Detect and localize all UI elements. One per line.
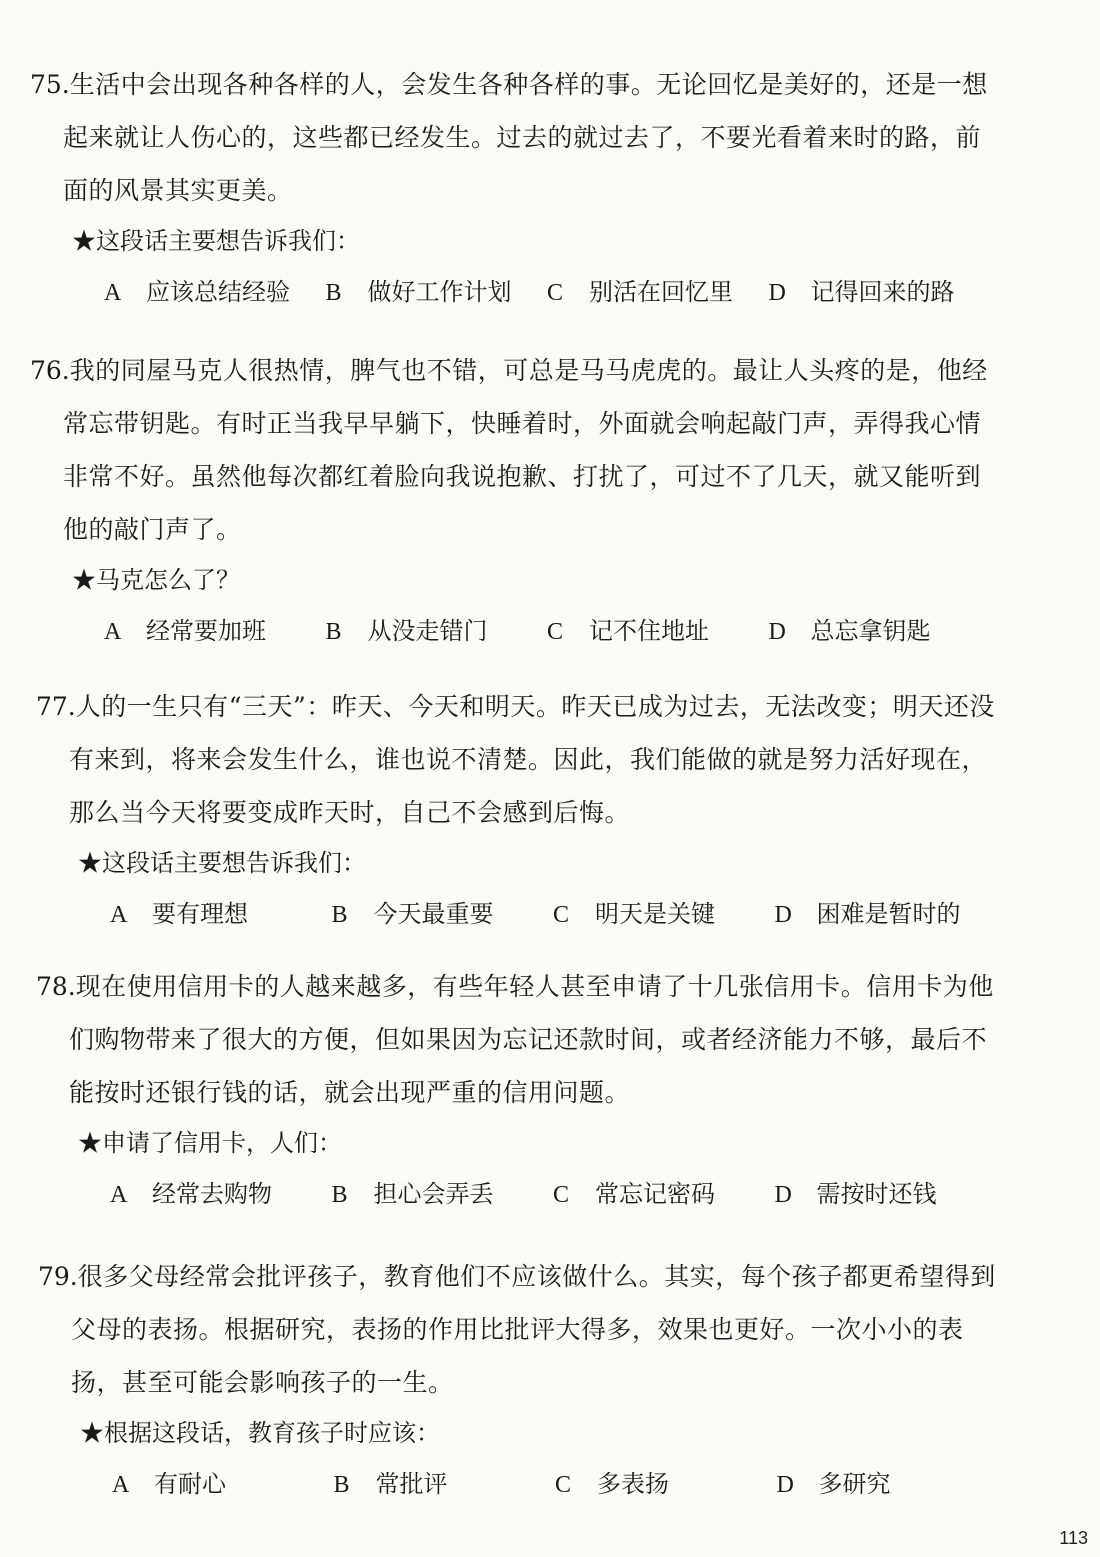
question-76	[30, 344, 990, 657]
option-text: 从没走错门	[367, 617, 488, 645]
option-a	[110, 1169, 332, 1220]
option-letter: B	[325, 619, 342, 645]
option-a	[104, 606, 326, 657]
option-letter: A	[104, 619, 122, 645]
option-letter: B	[333, 1472, 350, 1498]
option-text: 应该总结经验	[146, 278, 290, 306]
option-c	[553, 889, 775, 940]
option-text: 需按时还钱	[816, 1180, 937, 1208]
passage-text: 很多父母经常会批评孩子，教育他们不应该做什么。其实，每个孩子都更希望得到父母的表扬。根据研究，表扬的作用比批评大得多，效果也更好。一次小小的表扬，甚至可能会影响孩子的一生。	[71, 1262, 996, 1397]
option-letter: D	[774, 902, 792, 928]
question-number: 79.	[38, 1262, 78, 1291]
option-letter: B	[331, 902, 348, 928]
option-letter: A	[112, 1472, 130, 1498]
option-text: 明天是关键	[595, 900, 715, 928]
option-text: 常忘记密码	[595, 1180, 715, 1208]
option-text: 困难是暂时的	[816, 900, 961, 928]
page-number: 113	[1059, 1528, 1088, 1548]
option-text: 担心会弄丢	[373, 1180, 494, 1208]
question-passage	[30, 344, 990, 556]
option-letter: D	[768, 619, 786, 645]
option-text: 做好工作计划	[367, 278, 512, 306]
option-text: 经常要加班	[146, 617, 266, 645]
option-text: 要有理想	[152, 900, 248, 928]
option-text: 总忘拿钥匙	[810, 617, 931, 645]
option-text: 多研究	[818, 1470, 891, 1498]
option-d	[775, 889, 997, 940]
option-text: 今天最重要	[373, 900, 494, 928]
option-letter: A	[110, 1182, 128, 1208]
passage-text: 生活中会出现各种各样的人，会发生各种各样的事。无论回忆是美好的，还是一想起来就让人伤心的，这些都已经发生。过去的就过去了，不要光看着来时的路，前面的风景其实更美。	[63, 70, 988, 205]
option-d	[777, 1459, 999, 1510]
option-c	[547, 267, 769, 318]
option-c	[553, 1169, 775, 1220]
option-b	[332, 1169, 554, 1220]
option-b	[332, 889, 554, 940]
question-passage	[36, 960, 996, 1119]
question-number: 76.	[30, 356, 70, 385]
option-c	[555, 1459, 777, 1510]
option-letter: C	[553, 1182, 570, 1208]
question-prompt: ★申请了信用卡，人们：	[78, 1129, 342, 1157]
question-78	[36, 960, 996, 1220]
answer-options	[104, 606, 990, 657]
option-d	[775, 1169, 997, 1220]
option-letter: C	[555, 1472, 572, 1498]
option-text: 常批评	[375, 1470, 448, 1498]
question-number: 78.	[36, 972, 76, 1001]
option-c	[547, 606, 769, 657]
question-passage	[30, 58, 990, 217]
option-letter: D	[774, 1182, 792, 1208]
option-d	[769, 606, 991, 657]
option-letter: A	[110, 902, 128, 928]
option-letter: C	[547, 280, 564, 306]
option-d	[769, 267, 991, 318]
option-a	[110, 889, 332, 940]
option-text: 多表扬	[597, 1470, 669, 1498]
option-b	[326, 267, 548, 318]
option-text: 记得回来的路	[810, 278, 955, 306]
option-text: 有耐心	[154, 1470, 226, 1498]
answer-options	[112, 1459, 998, 1510]
question-passage	[36, 680, 996, 839]
option-letter: C	[553, 902, 570, 928]
question-77	[36, 680, 996, 940]
option-letter: D	[776, 1472, 794, 1498]
option-letter: B	[331, 1182, 348, 1208]
question-prompt: ★根据这段话，教育孩子时应该：	[80, 1419, 440, 1447]
question-passage	[38, 1250, 998, 1409]
question-number: 77.	[36, 692, 76, 721]
question-79	[38, 1250, 998, 1510]
option-letter: B	[325, 280, 342, 306]
passage-text: 人的一生只有“三天”：昨天、今天和明天。昨天已成为过去，无法改变；明天还没有来到，将来会发生什么，谁也说不清楚。因此，我们能做的就是努力活好现在，那么当今天将要变成昨天时，自己不会感到后悔。	[69, 692, 995, 827]
option-text: 别活在回忆里	[589, 278, 733, 306]
option-letter: A	[104, 280, 122, 306]
question-prompt: ★马克怎么了？	[72, 566, 240, 594]
question-75	[30, 58, 990, 318]
answer-options	[110, 889, 996, 940]
option-letter: D	[768, 280, 786, 306]
option-text: 记不住地址	[589, 617, 709, 645]
question-prompt: ★这段话主要想告诉我们：	[72, 227, 360, 255]
answer-options	[104, 267, 990, 318]
question-prompt: ★这段话主要想告诉我们：	[78, 849, 366, 877]
passage-text: 现在使用信用卡的人越来越多，有些年轻人甚至申请了十几张信用卡。信用卡为他们购物带来了很大的方便，但如果因为忘记还款时间，或者经济能力不够，最后不能按时还银行钱的话，就会出现严重的信用问题。	[69, 972, 994, 1107]
option-a	[112, 1459, 334, 1510]
answer-options	[110, 1169, 996, 1220]
passage-text: 我的同屋马克人很热情，脾气也不错，可总是马马虎虎的。最让人头疼的是，他经常忘带钥匙。有时正当我早早躺下，快睡着时，外面就会响起敲门声，弄得我心情非常不好。虽然他每次都红着脸向我说抱歉、打扰了，可过不了几天，就又能听到他的敲门声了。	[63, 356, 988, 544]
option-b	[334, 1459, 556, 1510]
option-a	[104, 267, 326, 318]
question-number: 75.	[30, 70, 70, 99]
option-b	[326, 606, 548, 657]
option-text: 经常去购物	[152, 1180, 272, 1208]
option-letter: C	[547, 619, 564, 645]
